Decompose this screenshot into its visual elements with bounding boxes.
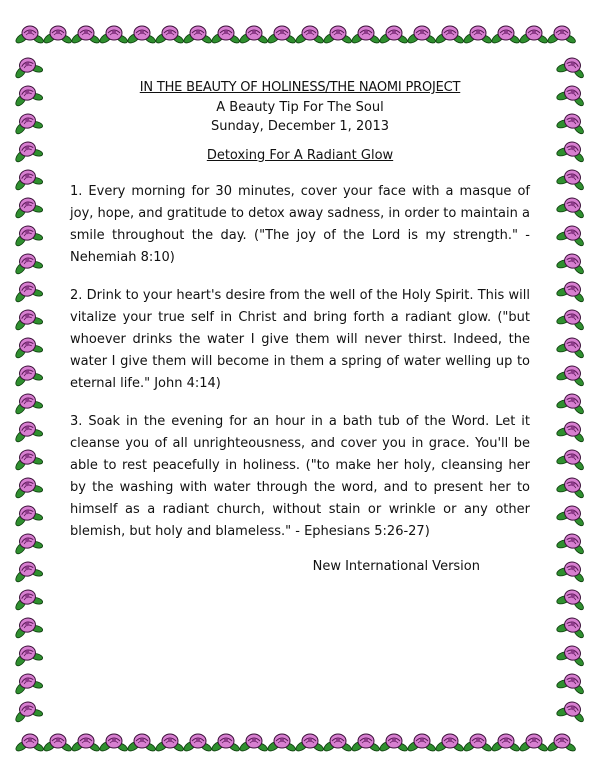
rose-icon bbox=[10, 447, 44, 473]
rose-icon bbox=[462, 26, 492, 45]
rose-icon bbox=[554, 110, 588, 136]
rose-icon bbox=[10, 559, 44, 585]
rose-icon bbox=[554, 558, 588, 584]
rose-icon bbox=[554, 642, 588, 668]
rose-icon bbox=[154, 26, 184, 45]
rose-icon bbox=[554, 334, 588, 360]
rose-icon bbox=[554, 222, 588, 248]
rose-icon bbox=[434, 26, 464, 45]
rose-icon bbox=[238, 26, 268, 45]
rose-icon bbox=[266, 734, 296, 753]
rose-icon bbox=[98, 26, 128, 45]
rose-icon bbox=[238, 734, 268, 753]
rose-icon bbox=[10, 279, 44, 305]
rose-icon bbox=[546, 734, 576, 753]
rose-icon bbox=[554, 194, 588, 220]
tip-paragraph-2: 2. Drink to your heart's desire from the well of the Holy Spirit. This will vitalize your true self in Christ and bring forth a radiant glow. ("but whoever drinks the water I give them will never thirst. Indeed, the water I give them will become in them a spring of water welling up to eternal life." John 4:14) bbox=[70, 288, 530, 391]
rose-icon bbox=[70, 26, 100, 45]
rose-icon bbox=[154, 734, 184, 753]
rose-icon bbox=[434, 734, 464, 753]
rose-icon bbox=[378, 734, 408, 753]
subtitle: A Beauty Tip For The Soul bbox=[216, 100, 384, 115]
rose-icon bbox=[554, 418, 588, 444]
rose-icon bbox=[406, 26, 436, 45]
rose-icon bbox=[10, 531, 44, 557]
rose-icon bbox=[462, 734, 492, 753]
rose-icon bbox=[98, 734, 128, 753]
section-heading: Detoxing For A Radiant Glow bbox=[206, 148, 394, 163]
rose-icon bbox=[350, 734, 380, 753]
rose-icon bbox=[182, 734, 212, 753]
rose-icon bbox=[378, 26, 408, 45]
rose-icon bbox=[10, 139, 44, 165]
rose-icon bbox=[490, 734, 520, 753]
rose-icon bbox=[10, 587, 44, 613]
rose-icon bbox=[554, 474, 588, 500]
rose-icon bbox=[10, 615, 44, 641]
rose-icon bbox=[10, 55, 44, 81]
rose-icon bbox=[554, 614, 588, 640]
rose-icon bbox=[554, 82, 588, 108]
rose-icon bbox=[14, 26, 44, 45]
rose-icon bbox=[10, 335, 44, 361]
rose-icon bbox=[554, 362, 588, 388]
rose-icon bbox=[10, 167, 44, 193]
rose-icon bbox=[554, 54, 588, 80]
rose-icon bbox=[10, 195, 44, 221]
rose-icon bbox=[10, 251, 44, 277]
rose-icon bbox=[42, 734, 72, 753]
rose-icon bbox=[294, 26, 324, 45]
rose-icon bbox=[518, 26, 548, 45]
rose-icon bbox=[554, 166, 588, 192]
rose-icon bbox=[554, 278, 588, 304]
rose-icon bbox=[10, 643, 44, 669]
document-body bbox=[70, 80, 530, 680]
rose-icon bbox=[322, 734, 352, 753]
rose-icon bbox=[10, 671, 44, 697]
tip-paragraph-1: 1. Every morning for 30 minutes, cover your face with a masque of joy, hope, and gratitude to detox away sadness, in order to maintain a smile throughout the day. ("The joy of the Lord is my strength." - Nehemiah 8:10) bbox=[70, 184, 530, 265]
rose-icon bbox=[10, 475, 44, 501]
rose-icon bbox=[266, 26, 296, 45]
header bbox=[70, 80, 530, 163]
rose-icon bbox=[10, 699, 44, 725]
rose-icon bbox=[10, 391, 44, 417]
rose-icon bbox=[350, 26, 380, 45]
rose-icon bbox=[294, 734, 324, 753]
rose-icon bbox=[182, 26, 212, 45]
rose-icon bbox=[554, 446, 588, 472]
rose-icon bbox=[10, 111, 44, 137]
rose-icon bbox=[210, 26, 240, 45]
rose-icon bbox=[406, 734, 436, 753]
rose-icon bbox=[210, 734, 240, 753]
rose-icon bbox=[554, 586, 588, 612]
rose-icon bbox=[10, 419, 44, 445]
rose-icon bbox=[554, 698, 588, 724]
rose-icon bbox=[10, 363, 44, 389]
rose-icon bbox=[126, 734, 156, 753]
rose-icon bbox=[10, 223, 44, 249]
rose-icon bbox=[554, 390, 588, 416]
rose-icon bbox=[546, 26, 576, 45]
rose-icon bbox=[554, 250, 588, 276]
bible-version: New International Version bbox=[312, 559, 480, 574]
rose-icon bbox=[14, 734, 44, 753]
rose-icon bbox=[554, 530, 588, 556]
rose-icon bbox=[126, 26, 156, 45]
tip-paragraph-3: 3. Soak in the evening for an hour in a bath tub of the Word. Let it cleanse you of all unrighteousness, and cover you in grace. You'll be able to rest peacefully in holiness. ("to make her holy, cleansing her by the washing with water through the word, and to present her to himself as a radiant church, without stain or wrinkle or any other blemish, but holy and blameless." - Ephesians 5:26-27) bbox=[70, 414, 530, 539]
rose-icon bbox=[322, 26, 352, 45]
rose-icon bbox=[70, 734, 100, 753]
rose-icon bbox=[42, 26, 72, 45]
rose-icon bbox=[518, 734, 548, 753]
page-title: IN THE BEAUTY OF HOLINESS/THE NAOMI PROJECT bbox=[139, 80, 461, 95]
rose-icon bbox=[490, 26, 520, 45]
date: Sunday, December 1, 2013 bbox=[210, 119, 390, 134]
rose-icon bbox=[554, 138, 588, 164]
rose-icon bbox=[10, 83, 44, 109]
rose-icon bbox=[10, 307, 44, 333]
rose-icon bbox=[10, 503, 44, 529]
rose-icon bbox=[554, 502, 588, 528]
rose-icon bbox=[554, 306, 588, 332]
rose-icon bbox=[554, 670, 588, 696]
